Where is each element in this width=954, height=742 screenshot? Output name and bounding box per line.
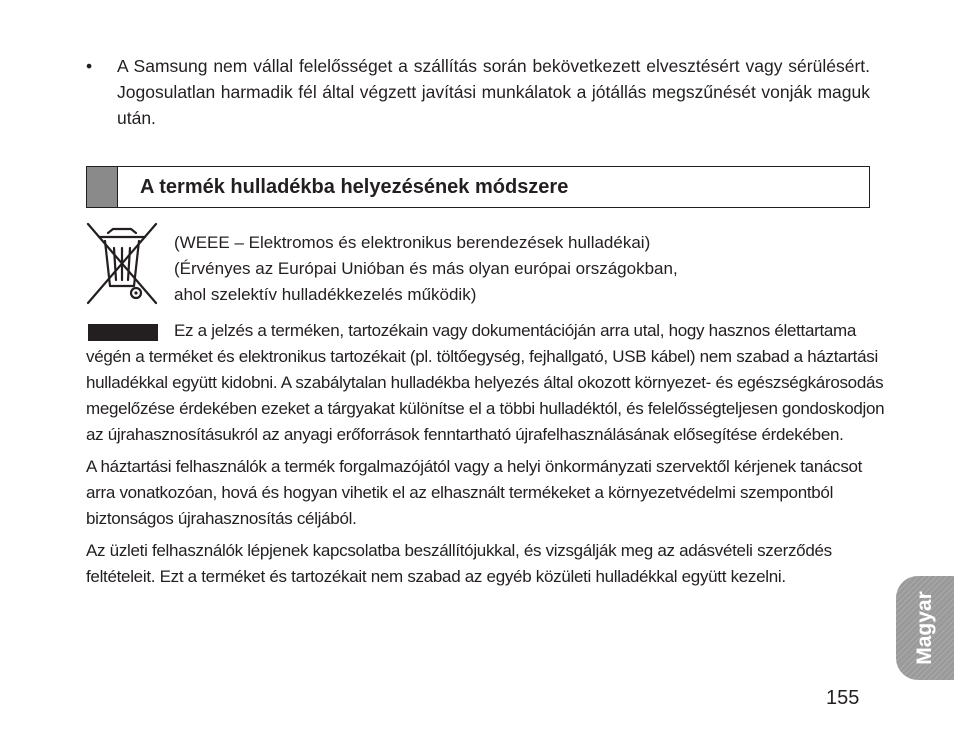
disposal-body	[86, 318, 886, 590]
section-title: A termék hulladékba helyezésének módszere	[140, 176, 569, 198]
paragraph: Ez a jelzés a terméken, tartozékain vagy dokumentációján arra utal, hogy hasznos élettartama végén a terméket és elektronikus tartozékait (pl. töltőegység, fejhallgató, USB kábel) nem szabad a háztartási hulladékkal együtt kidobni. A szabálytalan hulladékba helyezés által okozott környezet- és egészségkárosodás megelőzése érdekében ezeket a tárgyakat különítse el a többi hulladéktól, és felelősségteljesen gondoskodjon az újrahasznosításukról az anyagi erőforrások fenntartható újrafelhasználásának elősegítése érdekében.	[86, 321, 885, 444]
page-number: 155	[826, 687, 860, 709]
weee-line: (Érvényes az Európai Unióban és más olyan európai országokban,	[174, 259, 678, 278]
heading-marker	[87, 167, 118, 207]
bullet-mark: •	[86, 56, 93, 76]
warranty-note	[86, 53, 870, 131]
weee-description	[174, 230, 678, 308]
weee-line: ahol szelektív hulladékkezelés működik)	[174, 285, 477, 304]
crossed-out-wheelie-bin-icon	[85, 220, 159, 306]
warranty-note-text: A Samsung nem vállal felelősséget a szállítás során bekövetkezett elvesztésért vagy sérülésért. Jogosulatlan harmadik fél által végzett javítási munkálatok a jótállás megszűnését vonják maguk után.	[117, 56, 870, 128]
section-heading	[86, 166, 870, 208]
language-tab-label: Magyar	[913, 591, 936, 665]
weee-line: (WEEE – Elektromos és elektronikus berendezések hulladékai)	[174, 233, 651, 252]
paragraph: Az üzleti felhasználók lépjenek kapcsolatba beszállítójukkal, és vizsgálják meg az adásvételi szerződés feltételeit. Ezt a terméket és tartozékait nem szabad az egyéb közületi hulladékkal együtt kezelni.	[86, 541, 832, 586]
language-tab	[896, 576, 954, 680]
paragraph: A háztartási felhasználók a termék forgalmazójától vagy a helyi önkormányzati szervektől kérjenek tanácsot arra vonatkozóan, hová és hogyan vihetik el az elhasznált termékeket a környezetvédelmi szempontból biztonságos újrahasznosítás céljából.	[86, 457, 863, 528]
